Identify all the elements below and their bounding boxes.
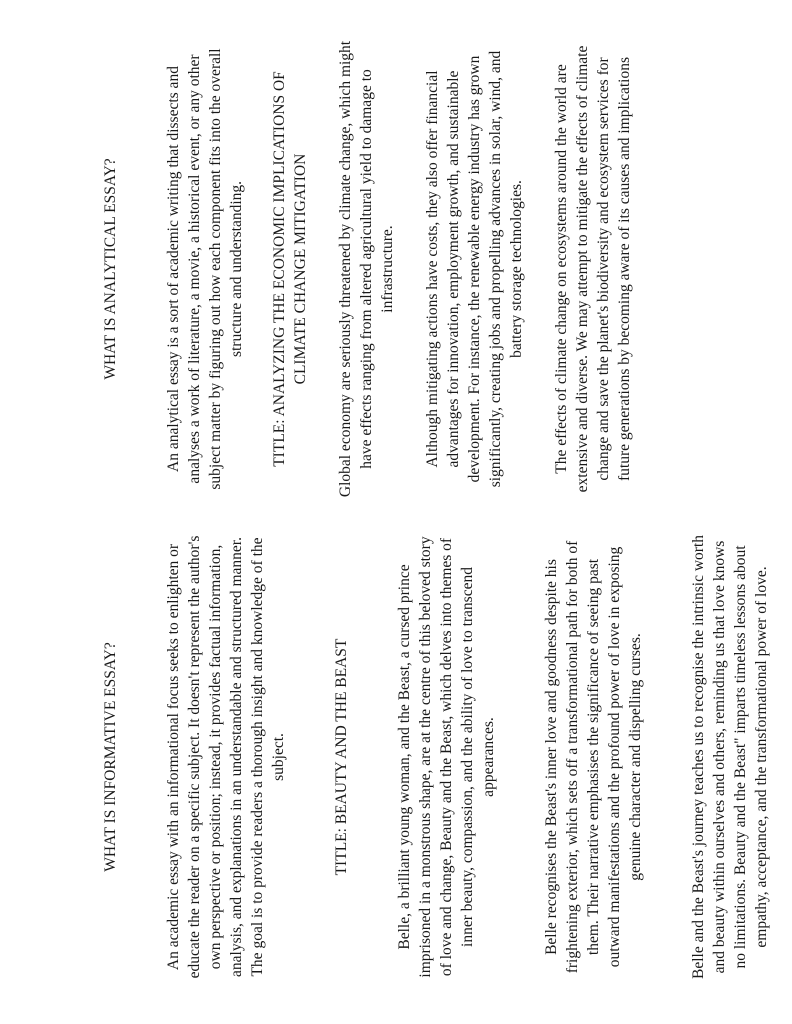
analytical-essay-heading: WHAT IS ANALYTICAL ESSAY? (102, 158, 119, 380)
essay-paragraph: Belle, a brilliant young woman, and the Beast, a cursed prince imprisoned in a monstrous shape, are at the centre of this beloved story of love and change, Beauty and the Beast, which delves into themes of inner beauty, compassion, and the ability of love to transcend appearances. (396, 536, 497, 978)
essay-paragraph: Global economy are seriously threatened by climate change, which might have effects ranging from altered agricultural yield to damage to infrastructure. (337, 40, 396, 498)
informative-essay-column (100, 532, 792, 982)
essay-paragraph: The effects of climate change on ecosystems around the world are extensive and diverse. We may attempt to mitigate the effects of climate change and save the planet's biodiversity and ecosystem services for future generations by becoming aware of its causes and implications (553, 45, 633, 493)
essay-paragraph: Belle and the Beast's journey teaches us to recognise the intrinsic worth and beauty within ourselves and others, reminding us that love knows no limitations. Beauty and the Beast" imparts timeless lessons about empathy, acceptance, and the transformational power of love. (690, 535, 770, 979)
informative-essay-heading: WHAT IS INFORMATIVE ESSAY? (102, 642, 119, 872)
climate-change-title: TITLE: ANALYZING THE ECONOMIC IMPLICATIONS OF CLIMATE CHANGE MITIGATION (271, 71, 309, 467)
essay-paragraph: Although mitigating actions have costs, they also offer financial advantages for innovation, employment growth, and sustainable development. For instance, the renewable energy industry has grown significantly, creating jobs and propelling advances in solar, wind, and battery storage technologies. (424, 50, 525, 488)
informative-essay-definition: An academic essay with an informational focus seeks to enlighten or educate the reader on a specific subject. It doesn't represent the author's own perspective or position; instead, it provides factual information, analysis, and explanations in an understandable and structured manner. The goal is to provide readers a thorough insight and knowledge of the subject. (165, 535, 287, 979)
analytical-essay-column (100, 39, 655, 499)
analytical-essay-definition: An analytical essay is a sort of academic writing that dissects and analyses a work of literature, a movie, a historical event, or any other subject matter by figuring out how each component fits into the overall structure and understanding. (165, 48, 245, 490)
essay-paragraph: Belle recognises the Beast's inner love and goodness despite his frightening exterior, which sets off a transformational path for both of them. Their narrative emphasises the significance of seeing past outward manifestations and the profound power of love in exposing genuine character and dispelling curses. (543, 540, 644, 974)
beauty-and-the-beast-title: TITLE: BEAUTY AND THE BEAST (333, 638, 350, 876)
